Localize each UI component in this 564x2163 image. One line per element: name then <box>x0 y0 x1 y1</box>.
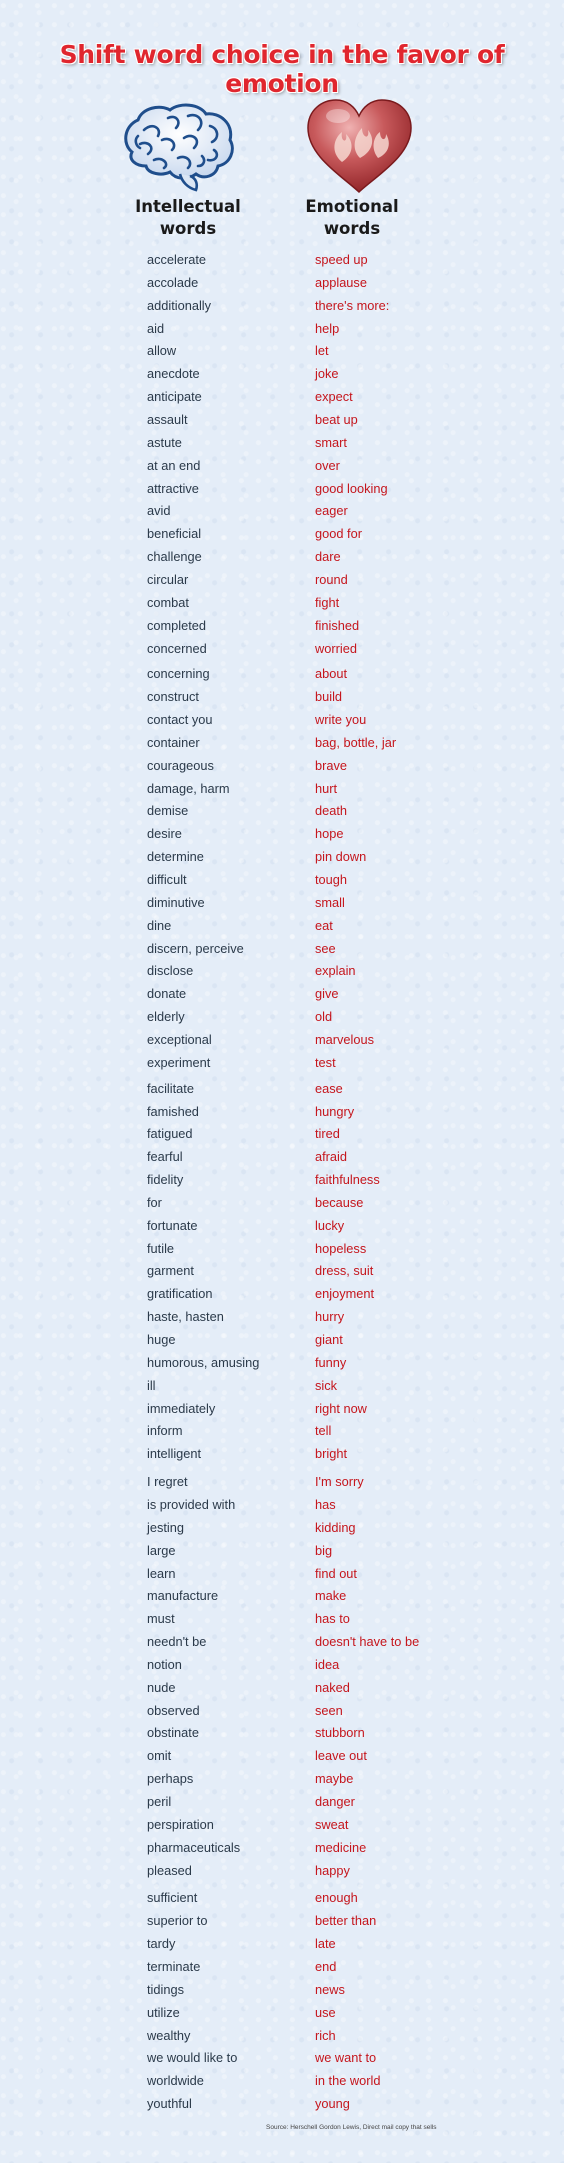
emotional-word: beat up <box>315 412 358 427</box>
intellectual-word: I regret <box>147 1474 188 1490</box>
emotional-word: stubborn <box>315 1725 365 1741</box>
emotional-word: test <box>315 1054 336 1070</box>
intellectual-word: allow <box>147 343 177 359</box>
emotional-word: write you <box>315 712 367 727</box>
intellectual-word: damage, harm <box>147 780 230 796</box>
intellectual-word: notion <box>147 1656 182 1672</box>
emotional-word: pin down <box>315 849 367 865</box>
emotional-word: end <box>315 1958 337 1974</box>
emotional-word: faithfulness <box>315 1172 380 1187</box>
intellectual-word: fatigued <box>147 1126 193 1142</box>
intellectual-word: utilize <box>147 2004 180 2020</box>
emotional-word: marvelous <box>315 1031 375 1047</box>
emotional-word: brave <box>315 757 348 773</box>
heart-icon <box>302 96 417 196</box>
emotional-word: enjoyment <box>315 1286 375 1302</box>
emotional-word: in the world <box>315 2073 381 2089</box>
intellectual-word: famished <box>147 1103 199 1119</box>
emotional-word: naked <box>315 1679 350 1695</box>
intellectual-word: exceptional <box>147 1031 212 1047</box>
emotional-word: dress, suit <box>315 1263 374 1279</box>
emotional-word: bright <box>315 1446 348 1462</box>
intellectual-word: haste, hasten <box>147 1309 224 1325</box>
emotional-word: tough <box>315 872 348 887</box>
intellectual-word: fidelity <box>147 1172 184 1187</box>
emotional-word: we want to <box>315 2050 377 2066</box>
emotional-word: small <box>315 894 345 910</box>
emotional-word: expect <box>315 389 353 405</box>
intellectual-word: determine <box>147 849 204 865</box>
intellectual-word: courageous <box>147 757 214 773</box>
emotional-word: help <box>315 320 340 336</box>
intellectual-word: immediately <box>147 1400 216 1416</box>
emotional-words-header <box>282 196 422 240</box>
intellectual-word: pleased <box>147 1862 192 1878</box>
emotional-header-line-1: Emotional <box>305 197 399 216</box>
emotional-word: right now <box>315 1400 367 1416</box>
emotional-word: idea <box>315 1656 340 1672</box>
emotional-word: speed up <box>315 252 368 267</box>
emotional-word: lucky <box>315 1217 345 1233</box>
emotional-word: death <box>315 803 348 819</box>
intellectual-word: worldwide <box>147 2073 204 2089</box>
emotional-word: round <box>315 571 348 587</box>
emotional-word: has to <box>315 1611 350 1627</box>
intellectual-word: observed <box>147 1702 200 1718</box>
intellectual-word: needn't be <box>147 1634 207 1649</box>
emotional-word: give <box>315 986 339 1002</box>
intellectual-word: fearful <box>147 1149 183 1165</box>
intellectual-word: facilitate <box>147 1080 194 1096</box>
intellectual-word: perspiration <box>147 1816 214 1832</box>
intellectual-word: futile <box>147 1240 175 1256</box>
intellectual-word: nude <box>147 1679 176 1695</box>
intellectual-word: tidings <box>147 1981 184 1997</box>
emotional-word: hungry <box>315 1103 355 1119</box>
page-title: Shift word choice in the favor of emotion <box>59 40 505 98</box>
intellectual-word: combat <box>147 594 189 610</box>
emotional-word: leave out <box>315 1748 367 1764</box>
emotional-word: late <box>315 1936 336 1952</box>
emotional-word: smart <box>315 434 347 450</box>
emotional-header-line-2: words <box>323 219 381 238</box>
emotional-word: sick <box>315 1377 338 1393</box>
intellectual-word: concerned <box>147 640 207 656</box>
emotional-word: hope <box>315 826 344 842</box>
intellectual-word: circular <box>147 571 189 587</box>
emotional-word: I'm sorry <box>315 1474 364 1490</box>
intellectual-word: we would like to <box>147 2050 238 2066</box>
intellectual-word: youthful <box>147 2096 192 2111</box>
emotional-word: find out <box>315 1565 357 1581</box>
emotional-word: see <box>315 940 336 956</box>
emotional-word: hurt <box>315 780 338 796</box>
emotional-word: tired <box>315 1126 340 1142</box>
intellectual-word: diminutive <box>147 894 205 910</box>
emotional-word: because <box>315 1194 364 1210</box>
intellectual-word: contact you <box>147 712 213 727</box>
emotional-word: medicine <box>315 1839 367 1855</box>
emotional-word: let <box>315 343 329 359</box>
intellectual-word: omit <box>147 1748 172 1764</box>
intellectual-word: astute <box>147 434 182 450</box>
emotional-word: about <box>315 666 348 682</box>
intellectual-word: large <box>147 1542 176 1558</box>
intellectual-word: accolade <box>147 274 199 290</box>
intellectual-word: aid <box>147 320 165 336</box>
emotional-word: bag, bottle, jar <box>315 734 397 750</box>
intellectual-word: huge <box>147 1332 176 1347</box>
emotional-word: sweat <box>315 1816 349 1832</box>
emotional-word: kidding <box>315 1519 356 1535</box>
emotional-word: happy <box>315 1862 350 1878</box>
emotional-word: finished <box>315 617 360 633</box>
emotional-word: big <box>315 1542 333 1558</box>
intellectual-word: attractive <box>147 480 199 496</box>
intellectual-word: humorous, amusing <box>147 1354 260 1370</box>
emotional-word: news <box>315 1981 345 1997</box>
intellectual-word: perhaps <box>147 1771 194 1787</box>
intellectual-word: manufacture <box>147 1588 219 1604</box>
intellectual-word: sufficient <box>147 1890 198 1906</box>
emotional-word: build <box>315 689 343 705</box>
emotional-word: afraid <box>315 1149 348 1165</box>
intellectual-word: completed <box>147 617 207 633</box>
emotional-word: good looking <box>315 480 388 496</box>
emotional-word: make <box>315 1588 347 1604</box>
intellectual-word: ill <box>147 1377 156 1393</box>
emotional-word: fight <box>315 594 340 610</box>
intellectual-word: dine <box>147 917 172 933</box>
emotional-word: has <box>315 1496 336 1512</box>
intellectual-word: for <box>147 1194 162 1210</box>
emotional-word: old <box>315 1009 333 1025</box>
intellectual-word: additionally <box>147 297 212 313</box>
intellectual-word: experiment <box>147 1054 211 1070</box>
emotional-word: enough <box>315 1890 358 1906</box>
intellectual-word: fortunate <box>147 1217 198 1233</box>
source-credit: Source: Herschell Gordon Lewis, Direct mail copy that sells <box>266 2124 437 2131</box>
intellectual-word: jesting <box>147 1519 184 1535</box>
intellectual-word: anecdote <box>147 366 200 382</box>
emotional-word: hurry <box>315 1309 345 1325</box>
intellectual-word: concerning <box>147 666 210 682</box>
emotional-word: hopeless <box>315 1240 367 1256</box>
intellectual-word: donate <box>147 986 187 1002</box>
brain-icon <box>118 100 238 195</box>
intellectual-word: intelligent <box>147 1446 202 1462</box>
intellectual-header-line-2: words <box>159 219 217 238</box>
intellectual-word: obstinate <box>147 1725 199 1741</box>
emotional-word: there's more: <box>315 297 390 313</box>
emotional-word: rich <box>315 2027 336 2043</box>
intellectual-word: wealthy <box>147 2027 191 2043</box>
emotional-word: use <box>315 2004 336 2020</box>
intellectual-word: accelerate <box>147 252 207 267</box>
intellectual-word: garment <box>147 1263 194 1279</box>
emotional-word: dare <box>315 549 341 564</box>
intellectual-word: difficult <box>147 872 187 887</box>
intellectual-word: challenge <box>147 549 202 564</box>
intellectual-word: demise <box>147 803 189 819</box>
intellectual-word: learn <box>147 1565 176 1581</box>
emotional-word: explain <box>315 963 356 979</box>
emotional-word: good for <box>315 526 362 542</box>
intellectual-word: construct <box>147 689 199 705</box>
intellectual-word: discern, perceive <box>147 940 244 956</box>
intellectual-word: desire <box>147 826 182 842</box>
intellectual-words-header <box>118 196 258 240</box>
intellectual-word: at an end <box>147 457 201 473</box>
intellectual-word: container <box>147 734 200 750</box>
emotional-word: applause <box>315 274 367 290</box>
emotional-word: tell <box>315 1423 332 1439</box>
emotional-word: maybe <box>315 1771 354 1787</box>
intellectual-word: beneficial <box>147 526 202 542</box>
intellectual-word: gratification <box>147 1286 213 1302</box>
emotional-word: ease <box>315 1080 343 1096</box>
intellectual-word: must <box>147 1611 175 1627</box>
intellectual-word: assault <box>147 412 188 427</box>
intellectual-header-line-1: Intellectual <box>135 197 241 216</box>
emotional-word: eager <box>315 503 348 519</box>
intellectual-word: avid <box>147 503 171 519</box>
emotional-word: joke <box>315 366 339 382</box>
emotional-word: giant <box>315 1332 343 1347</box>
emotional-word: eat <box>315 917 333 933</box>
intellectual-word: tardy <box>147 1936 176 1952</box>
emotional-word: worried <box>315 640 357 656</box>
emotional-word: young <box>315 2096 350 2111</box>
emotional-word: danger <box>315 1794 355 1809</box>
emotional-word: doesn't have to be <box>315 1634 420 1649</box>
emotional-word: over <box>315 457 340 473</box>
intellectual-word: pharmaceuticals <box>147 1839 241 1855</box>
intellectual-word: is provided with <box>147 1496 236 1512</box>
intellectual-word: elderly <box>147 1009 185 1025</box>
intellectual-word: disclose <box>147 963 194 979</box>
intellectual-word: peril <box>147 1794 172 1809</box>
intellectual-word: anticipate <box>147 389 202 405</box>
emotional-word: seen <box>315 1702 343 1718</box>
intellectual-word: terminate <box>147 1958 201 1974</box>
intellectual-word: superior to <box>147 1913 208 1929</box>
emotional-word: funny <box>315 1354 347 1370</box>
emotional-word: better than <box>315 1913 377 1929</box>
intellectual-word: inform <box>147 1423 183 1439</box>
